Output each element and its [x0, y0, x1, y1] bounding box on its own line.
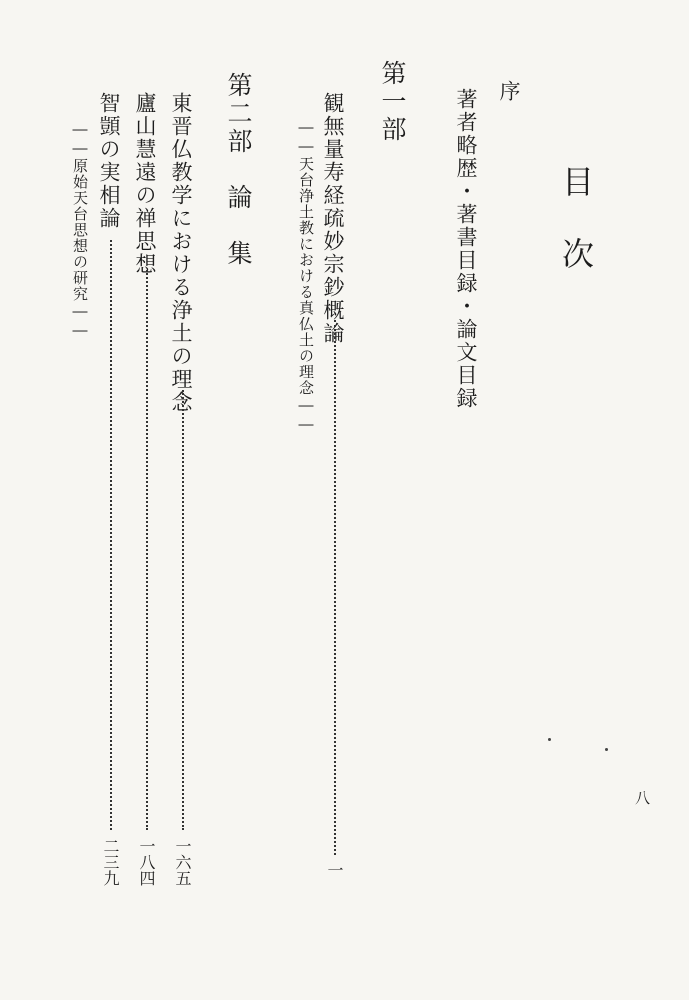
part1-entry-page: 一 [325, 862, 344, 878]
part2-entry-1-page: 一六五 [173, 838, 192, 886]
scan-speck [605, 748, 608, 751]
part2-entry-2-leader [146, 270, 148, 830]
page-title: 目次 [557, 165, 595, 309]
part2-subtitle: ――原始天台思想の研究―― [71, 120, 89, 340]
toc-author-bibliography: 著者略歴・著書目録・論文目録 [454, 88, 478, 410]
part1-heading: 第一部 [378, 60, 407, 144]
part1-entry-leader [334, 320, 336, 855]
part1-subtitle: ――天台浄土教における真仏土の理念―― [297, 118, 315, 434]
part2-heading: 第二部 論 集 [224, 72, 253, 268]
part2-entry-2-title: 廬山慧遠の禅思想 [133, 92, 157, 276]
part1-entry-title: 観無量寿経疏妙宗鈔概論 [321, 92, 345, 345]
part2-entry-3-page: 二三九 [101, 838, 120, 886]
part2-entry-1-title: 東晋仏教学における浄土の理念 [169, 92, 193, 414]
scan-speck [548, 738, 551, 741]
toc-preface: 序 [497, 80, 521, 103]
part2-entry-3-title: 智顗の実相論 [97, 92, 121, 230]
part2-entry-1-leader [182, 390, 184, 830]
part2-entry-3-leader [110, 240, 112, 830]
part2-entry-2-page: 一八四 [137, 838, 156, 886]
page-folio: 八 [633, 790, 651, 805]
